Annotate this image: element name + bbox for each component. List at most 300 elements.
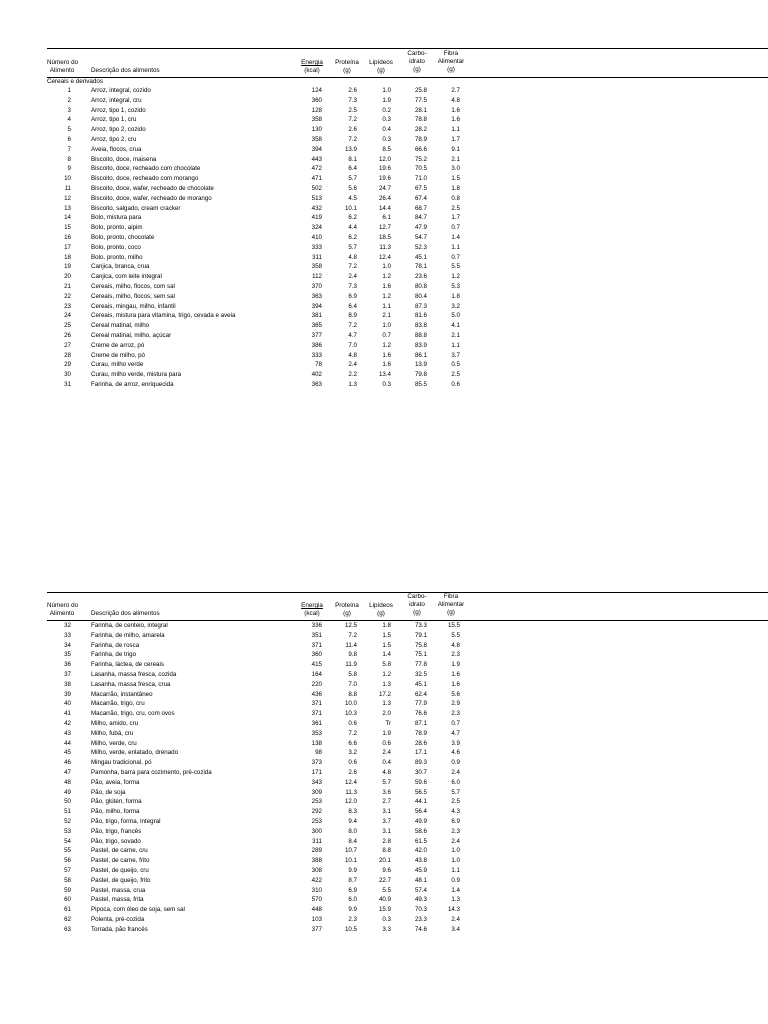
item-carboidrato: 79.1 — [414, 631, 427, 639]
item-carboidrato: 45.1 — [414, 253, 427, 261]
item-description: Arroz, tipo 1, cru — [91, 116, 137, 124]
item-lipideos: 9.6 — [382, 867, 391, 874]
item-number: 29 — [64, 361, 71, 369]
item-carboidrato: 80.8 — [414, 283, 427, 290]
item-fibra: 0.9 — [451, 759, 460, 767]
item-description: Pamonha, barra para cozimento, pré-cozida — [91, 769, 212, 776]
item-carboidrato: 62.4 — [414, 690, 427, 698]
item-proteina: 8.9 — [348, 312, 357, 320]
item-description: Pão, de soja — [91, 788, 126, 796]
item-lipideos: Tr — [385, 720, 391, 727]
table-row — [47, 700, 487, 708]
table-row — [47, 244, 487, 252]
item-number: 22 — [64, 292, 71, 300]
item-fibra: 14.3 — [447, 906, 460, 914]
item-proteina: 4.5 — [348, 194, 357, 202]
item-number: 60 — [64, 896, 71, 904]
item-carboidrato: 87.1 — [414, 720, 427, 727]
item-energia: 386 — [311, 341, 322, 349]
item-carboidrato: 75.2 — [414, 155, 427, 163]
item-proteina: 7.2 — [348, 116, 357, 124]
item-fibra: 1.0 — [451, 847, 460, 855]
table-row — [47, 156, 487, 164]
item-lipideos: 0.3 — [382, 116, 391, 124]
item-carboidrato: 52.3 — [414, 243, 427, 251]
item-carboidrato: 81.6 — [414, 312, 427, 320]
item-energia: 292 — [311, 808, 322, 816]
item-lipideos: 2.7 — [382, 798, 391, 806]
item-lipideos: 18.5 — [378, 234, 391, 241]
item-energia: 78 — [315, 361, 322, 369]
item-energia: 502 — [311, 185, 322, 192]
header-bottom-rule — [47, 77, 768, 78]
item-carboidrato: 77.9 — [414, 700, 427, 708]
item-number: 1 — [67, 87, 71, 94]
item-number: 3 — [67, 106, 71, 114]
item-carboidrato: 75.8 — [414, 641, 427, 649]
item-description: Creme de arroz, pó — [91, 341, 145, 349]
item-number: 38 — [64, 680, 71, 688]
item-number: 55 — [64, 847, 71, 855]
item-lipideos: 1.0 — [382, 87, 391, 94]
item-fibra: 5.7 — [451, 788, 460, 796]
item-description: Arroz, integral, cozido — [91, 87, 151, 94]
table-row — [47, 857, 487, 865]
item-fibra: 0.7 — [451, 224, 460, 232]
item-carboidrato: 71.0 — [414, 175, 427, 183]
table-row — [47, 342, 487, 350]
header-proteina: Proteína (g) — [335, 59, 359, 74]
item-fibra: 1.6 — [451, 680, 460, 688]
item-proteina: 9.4 — [348, 818, 357, 825]
item-energia: 124 — [311, 87, 322, 94]
item-energia: 448 — [311, 906, 322, 914]
item-description: Pastel, massa, crua — [91, 886, 146, 894]
item-proteina: 7.3 — [348, 283, 357, 290]
item-number: 4 — [67, 116, 71, 124]
item-fibra: 5.5 — [451, 631, 460, 639]
item-description: Pão, aveia, forma — [91, 778, 140, 786]
item-proteina: 6.2 — [348, 214, 357, 222]
item-lipideos: 1.2 — [382, 292, 391, 300]
item-carboidrato: 57.4 — [414, 886, 427, 894]
item-carboidrato: 25.8 — [414, 87, 427, 94]
item-proteina: 10.1 — [344, 857, 357, 865]
item-lipideos: 1.2 — [382, 341, 391, 349]
table-row — [47, 798, 487, 806]
item-energia: 138 — [311, 739, 322, 747]
item-carboidrato: 61.5 — [414, 837, 427, 845]
item-description: Milho, amido, cru — [91, 720, 139, 727]
item-proteina: 10.0 — [344, 700, 357, 708]
item-lipideos: 11.3 — [379, 243, 391, 251]
item-energia: 333 — [311, 351, 322, 359]
item-carboidrato: 88.8 — [414, 332, 427, 339]
item-lipideos: 1.2 — [382, 273, 391, 281]
item-energia: 363 — [311, 381, 322, 388]
item-fibra: 2.4 — [451, 769, 460, 776]
item-proteina: 2.3 — [348, 916, 357, 923]
item-description: Canjica, branca, crua — [91, 263, 150, 271]
item-description: Macarrão, trigo, cru — [91, 700, 145, 708]
item-number: 63 — [64, 925, 71, 933]
item-fibra: 5.0 — [451, 312, 460, 320]
item-proteina: 7.0 — [348, 341, 357, 349]
item-fibra: 0.7 — [451, 720, 460, 727]
item-number: 47 — [64, 769, 71, 776]
item-fibra: 2.7 — [451, 87, 460, 94]
nutrition-table-1 — [47, 47, 768, 397]
table-row — [47, 371, 487, 379]
table-row — [47, 632, 487, 640]
item-proteina: 3.2 — [348, 749, 357, 757]
item-fibra: 2.4 — [451, 837, 460, 845]
item-number: 31 — [64, 381, 71, 388]
item-lipideos: 5.8 — [382, 661, 391, 669]
table-row — [47, 322, 487, 330]
item-number: 49 — [64, 788, 71, 796]
item-description: Cereais, milho, flocos, sem sal — [91, 292, 175, 300]
table-row — [47, 769, 487, 777]
item-fibra: 0.6 — [451, 381, 460, 388]
item-proteina: 11.3 — [345, 788, 357, 796]
item-fibra: 1.3 — [451, 896, 460, 904]
table-row — [47, 926, 487, 934]
item-energia: 360 — [311, 651, 322, 659]
item-fibra: 2.5 — [451, 798, 460, 806]
item-energia: 402 — [311, 371, 322, 379]
item-lipideos: 26.4 — [378, 194, 391, 202]
item-description: Pastel, de carne, frito — [91, 857, 150, 865]
table-row — [47, 838, 487, 846]
item-description: Curau, milho verde, mistura para — [91, 371, 182, 379]
table-row — [47, 254, 487, 262]
item-number: 33 — [64, 631, 71, 639]
item-carboidrato: 70.3 — [414, 906, 427, 914]
item-proteina: 6.4 — [348, 165, 357, 173]
item-carboidrato: 30.7 — [414, 769, 427, 776]
item-description: Torrada, pão francês — [91, 925, 148, 933]
item-lipideos: 3.3 — [382, 925, 391, 933]
item-energia: 363 — [311, 292, 322, 300]
item-description: Cereais, mistura para vitamina, trigo, cevada e aveia — [91, 312, 236, 320]
item-proteina: 9.9 — [348, 867, 357, 874]
item-carboidrato: 56.4 — [414, 808, 427, 816]
item-number: 11 — [64, 185, 71, 192]
item-description: Biscoito, salgado, cream cracker — [91, 204, 181, 212]
item-energia: 128 — [311, 106, 322, 114]
item-number: 32 — [64, 622, 71, 629]
item-fibra: 1.6 — [451, 116, 460, 124]
item-carboidrato: 83.9 — [414, 341, 427, 349]
item-proteina: 12.0 — [344, 798, 357, 806]
item-proteina: 2.6 — [348, 126, 357, 134]
item-lipideos: 12.4 — [378, 253, 391, 261]
item-lipideos: 1.6 — [382, 283, 391, 290]
item-description: Arroz, tipo 2, cozido — [91, 126, 146, 134]
item-lipideos: 12.7 — [378, 224, 391, 232]
item-energia: 103 — [311, 916, 322, 923]
item-description: Biscoito, doce, recheado com morango — [91, 175, 199, 183]
item-fibra: 1.1 — [451, 243, 460, 251]
item-description: Farinha, de centeio, integral — [91, 622, 168, 629]
item-lipideos: 1.3 — [382, 700, 391, 708]
item-energia: 300 — [311, 827, 322, 835]
item-number: 57 — [64, 867, 71, 874]
item-lipideos: 6.1 — [382, 214, 391, 222]
header-energia: Energia (kcal) — [301, 59, 323, 74]
item-lipideos: 24.7 — [378, 185, 391, 192]
item-carboidrato: 13.9 — [414, 361, 427, 369]
item-energia: 358 — [311, 116, 322, 124]
item-energia: 164 — [311, 671, 322, 678]
item-proteina: 8.8 — [348, 690, 357, 698]
item-number: 44 — [64, 739, 71, 747]
item-proteina: 11.9 — [345, 661, 357, 669]
item-number: 25 — [64, 322, 71, 330]
table-row — [47, 779, 487, 787]
item-fibra: 4.1 — [451, 322, 460, 330]
item-energia: 310 — [311, 886, 322, 894]
item-number: 19 — [64, 263, 71, 271]
item-carboidrato: 43.8 — [414, 857, 427, 865]
item-lipideos: 0.4 — [382, 126, 391, 134]
item-energia: 311 — [312, 837, 322, 845]
item-carboidrato: 28.2 — [414, 126, 427, 134]
item-carboidrato: 23.6 — [414, 273, 427, 281]
item-number: 27 — [64, 341, 71, 349]
item-description: Cereais, mingau, milho, infantil — [91, 302, 176, 310]
item-fibra: 1.1 — [451, 126, 460, 134]
item-carboidrato: 70.5 — [414, 165, 427, 173]
item-number: 43 — [64, 729, 71, 737]
table-row — [47, 789, 487, 797]
item-energia: 432 — [311, 204, 322, 212]
item-description: Farinha, de milho, amarela — [91, 631, 165, 639]
item-fibra: 5.3 — [451, 283, 460, 290]
item-number: 18 — [64, 253, 71, 261]
header-carboidrato: Carbo- idrato (g) — [407, 593, 427, 616]
item-fibra: 2.5 — [451, 204, 460, 212]
item-fibra: 2.4 — [451, 916, 460, 923]
item-proteina: 2.4 — [348, 361, 357, 369]
item-proteina: 7.2 — [348, 263, 357, 271]
item-description: Pastel, de queijo, cru — [91, 867, 149, 874]
item-number: 53 — [64, 827, 71, 835]
item-energia: 365 — [311, 322, 322, 330]
item-lipideos: 3.1 — [382, 808, 391, 816]
item-energia: 361 — [311, 720, 322, 727]
item-fibra: 4.8 — [451, 96, 460, 104]
item-number: 42 — [64, 720, 71, 727]
item-energia: 112 — [312, 273, 322, 281]
item-lipideos: 12.0 — [378, 155, 391, 163]
item-number: 21 — [64, 283, 71, 290]
item-lipideos: 0.7 — [382, 332, 391, 339]
table-row — [47, 710, 487, 718]
item-carboidrato: 68.7 — [414, 204, 427, 212]
item-energia: 358 — [311, 263, 322, 271]
item-carboidrato: 67.4 — [414, 194, 427, 202]
item-proteina: 10.5 — [344, 925, 357, 933]
item-carboidrato: 32.5 — [414, 671, 427, 678]
table-row — [47, 175, 487, 183]
table-row — [47, 818, 487, 826]
table-row — [47, 681, 487, 689]
item-fibra: 1.6 — [451, 671, 460, 678]
header-carboidrato: Carbo- idrato (g) — [407, 50, 427, 73]
item-energia: 371 — [311, 710, 322, 718]
item-number: 34 — [64, 641, 71, 649]
item-proteina: 5.7 — [348, 243, 357, 251]
item-description: Pão, trigo, forma, integral — [91, 818, 161, 825]
item-fibra: 3.9 — [451, 739, 460, 747]
item-carboidrato: 84.7 — [414, 214, 427, 222]
item-proteina: 10.3 — [344, 710, 357, 718]
table-row — [47, 136, 487, 144]
item-proteina: 8.7 — [348, 876, 357, 884]
item-number: 54 — [64, 837, 71, 845]
item-carboidrato: 66.6 — [414, 145, 427, 153]
header-numero: Número do Alimento — [47, 59, 79, 74]
item-description: Cereal matinal, milho — [91, 322, 150, 330]
item-fibra: 1.1 — [451, 867, 460, 874]
item-energia: 443 — [311, 155, 322, 163]
item-proteina: 11.4 — [345, 641, 357, 649]
item-lipideos: 1.3 — [382, 680, 391, 688]
item-carboidrato: 45.1 — [414, 680, 427, 688]
item-proteina: 9.9 — [348, 906, 357, 914]
item-number: 59 — [64, 886, 71, 894]
item-carboidrato: 23.3 — [414, 916, 427, 923]
item-carboidrato: 74.6 — [414, 925, 427, 933]
table-row — [47, 332, 487, 340]
item-energia: 410 — [311, 234, 322, 241]
item-description: Bolo, pronto, coco — [91, 243, 141, 251]
item-fibra: 0.7 — [451, 253, 460, 261]
item-fibra: 4.8 — [451, 641, 460, 649]
item-lipideos: 0.4 — [382, 759, 391, 767]
item-fibra: 1.2 — [451, 273, 460, 281]
item-description: Aveia, flocos, crua — [91, 145, 142, 153]
item-fibra: 1.6 — [451, 106, 460, 114]
table-row — [47, 808, 487, 816]
header-descricao: Descrição dos alimentos — [91, 67, 160, 74]
item-lipideos: 1.1 — [382, 302, 391, 310]
item-carboidrato: 78.8 — [414, 116, 427, 124]
item-lipideos: 1.6 — [382, 361, 391, 369]
table-row — [47, 730, 487, 738]
item-carboidrato: 89.3 — [414, 759, 427, 767]
item-proteina: 2.4 — [348, 273, 357, 281]
item-fibra: 15.5 — [447, 622, 460, 629]
item-number: 2 — [67, 96, 71, 104]
item-proteina: 5.6 — [348, 185, 357, 192]
item-proteina: 1.3 — [348, 381, 357, 388]
item-description: Pastel, de queijo, frito — [91, 876, 151, 884]
table-row — [47, 293, 487, 301]
item-number: 50 — [64, 798, 71, 806]
header-lipideos: Lipídeos (g) — [369, 602, 393, 617]
item-energia: 360 — [311, 96, 322, 104]
item-energia: 370 — [311, 283, 322, 290]
item-proteina: 6.9 — [348, 292, 357, 300]
item-energia: 436 — [311, 690, 322, 698]
table-row — [47, 97, 487, 105]
item-fibra: 1.4 — [451, 886, 460, 894]
table-row — [47, 867, 487, 875]
table-row — [47, 651, 487, 659]
item-fibra: 4.3 — [451, 808, 460, 816]
item-fibra: 0.5 — [451, 361, 460, 369]
item-energia: 98 — [315, 749, 322, 757]
item-fibra: 1.9 — [451, 661, 460, 669]
table-row — [47, 146, 487, 154]
item-carboidrato: 86.1 — [414, 351, 427, 359]
table-row — [47, 263, 487, 271]
item-fibra: 4.6 — [451, 749, 460, 757]
item-fibra: 2.1 — [451, 155, 460, 163]
item-carboidrato: 77.5 — [414, 96, 427, 104]
item-proteina: 10.1 — [344, 204, 357, 212]
item-number: 48 — [64, 778, 71, 786]
item-energia: 353 — [311, 729, 322, 737]
item-energia: 171 — [311, 769, 322, 776]
item-description: Polenta, pré-cozida — [91, 916, 145, 923]
table-row — [47, 352, 487, 360]
item-proteina: 2.6 — [348, 769, 357, 776]
item-proteina: 7.0 — [348, 680, 357, 688]
item-proteina: 2.6 — [348, 87, 357, 94]
item-carboidrato: 83.8 — [414, 322, 427, 330]
item-energia: 324 — [311, 224, 322, 232]
item-description: Biscoito, doce, maisena — [91, 155, 157, 163]
item-proteina: 4.8 — [348, 351, 357, 359]
item-lipideos: 19.6 — [378, 175, 391, 183]
item-number: 56 — [64, 857, 71, 865]
item-carboidrato: 80.4 — [414, 292, 427, 300]
item-lipideos: 2.0 — [382, 710, 391, 718]
item-description: Biscoito, doce, wafer, recheado de morango — [91, 194, 212, 202]
item-proteina: 0.6 — [348, 720, 357, 727]
item-proteina: 13.9 — [344, 145, 357, 153]
item-number: 45 — [64, 749, 71, 757]
item-number: 7 — [67, 145, 71, 153]
item-energia: 311 — [312, 253, 322, 261]
item-description: Bolo, mistura para — [91, 214, 142, 222]
item-carboidrato: 49.3 — [414, 896, 427, 904]
item-fibra: 2.3 — [451, 651, 460, 659]
item-description: Cereal matinal, milho, açúcar — [91, 332, 172, 339]
item-description: Pão, glúten, forma — [91, 798, 142, 806]
item-fibra: 2.9 — [451, 700, 460, 708]
item-proteina: 7.2 — [348, 136, 357, 143]
item-carboidrato: 87.3 — [414, 302, 427, 310]
item-number: 14 — [64, 214, 71, 222]
item-lipideos: 40.9 — [378, 896, 391, 904]
item-description: Pastel, massa, frita — [91, 896, 144, 904]
item-energia: 343 — [311, 778, 322, 786]
item-proteina: 8.0 — [348, 827, 357, 835]
item-lipideos: 20.1 — [378, 857, 391, 865]
section-title: Cereais e derivados — [47, 78, 104, 85]
item-fibra: 5.5 — [451, 263, 460, 271]
item-number: 37 — [64, 671, 71, 678]
table-row — [47, 273, 487, 281]
item-number: 10 — [64, 175, 71, 183]
item-energia: 570 — [311, 896, 322, 904]
item-energia: 371 — [311, 700, 322, 708]
